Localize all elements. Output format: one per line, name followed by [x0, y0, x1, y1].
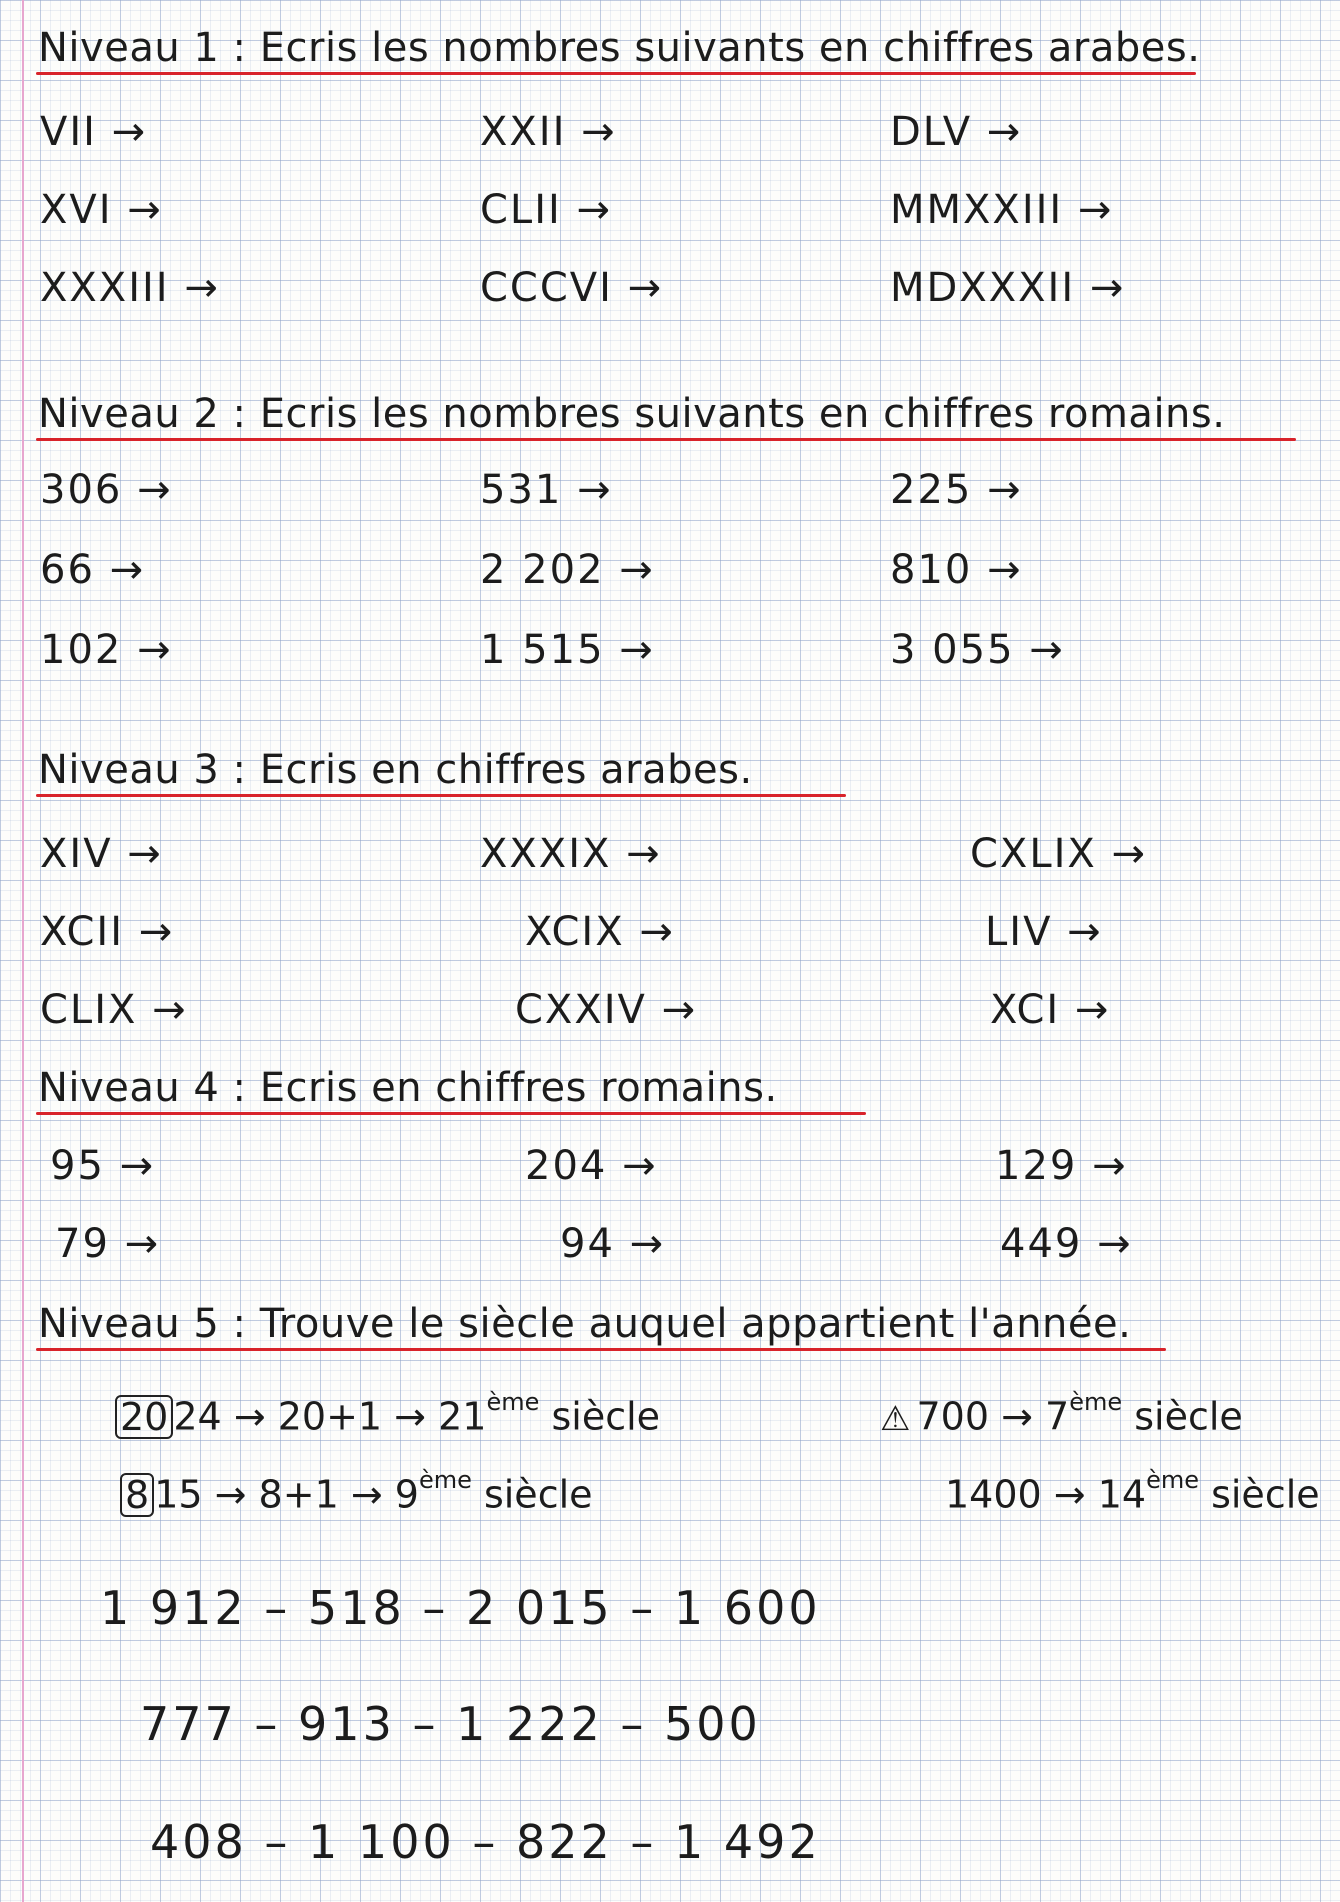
example-digits: 15: [154, 1472, 203, 1517]
level-2-underline: [36, 438, 1296, 441]
boxed-digits: 8: [120, 1473, 154, 1517]
example-700: [880, 1384, 1243, 1443]
level-3-item: LIV →: [985, 909, 1103, 955]
level-4-heading: Niveau 4 : Ecris en chiffres romains.: [38, 1065, 778, 1111]
level-1-item: VII →: [40, 109, 148, 155]
years-row: 777 – 913 – 1 222 – 500: [140, 1697, 761, 1751]
century-word: siècle: [483, 1472, 593, 1517]
level-4-item: 79 →: [55, 1221, 161, 1267]
century-word: siècle: [551, 1394, 661, 1439]
level-2-item: 3 055 →: [890, 627, 1065, 673]
level-3-item: XIV →: [40, 831, 163, 877]
ordinal-suffix: ème: [486, 1388, 540, 1416]
ordinal-suffix: ème: [1146, 1466, 1199, 1494]
level-3-item: XCII →: [40, 909, 175, 955]
years-row: 1 912 – 518 – 2 015 – 1 600: [100, 1581, 821, 1635]
ordinal-suffix: ème: [1069, 1388, 1123, 1416]
level-2-item: 102 →: [40, 627, 173, 673]
level-3-item: CXLIX →: [970, 831, 1148, 877]
boxed-digits: 20: [115, 1395, 173, 1439]
level-4-underline: [36, 1112, 866, 1115]
level-3-item: XCIX →: [525, 909, 675, 955]
level-4-item: 94 →: [560, 1221, 666, 1267]
level-1-item: XVI →: [40, 187, 163, 233]
example-1400: [945, 1462, 1320, 1519]
level-3-item: XCI →: [990, 987, 1111, 1033]
example-815: [120, 1462, 593, 1519]
level-2-item: 1 515 →: [480, 627, 655, 673]
warning-icon: ⚠: [880, 1398, 911, 1439]
level-1-item: XXII →: [480, 109, 617, 155]
level-4-item: 129 →: [995, 1143, 1128, 1189]
example-calculation: 1400 → 14: [945, 1472, 1147, 1517]
level-1-heading: Niveau 1 : Ecris les nombres suivants en chiffres arabes.: [38, 25, 1201, 71]
level-3-heading: Niveau 3 : Ecris en chiffres arabes.: [38, 747, 753, 793]
level-1-item: CLII →: [480, 187, 613, 233]
level-2-item: 306 →: [40, 467, 173, 513]
century-word: siècle: [1211, 1472, 1320, 1517]
level-4-item: 449 →: [1000, 1221, 1133, 1267]
example-calculation: 700 → 7: [916, 1394, 1070, 1439]
level-1-item: XXXIII →: [40, 265, 220, 311]
level-1-item: DLV →: [890, 109, 1023, 155]
century-word: siècle: [1134, 1394, 1243, 1439]
level-5-underline: [36, 1348, 1166, 1351]
example-calculation: → 8+1 → 9: [214, 1472, 419, 1517]
level-2-heading: Niveau 2 : Ecris les nombres suivants en chiffres romains.: [38, 391, 1226, 437]
level-3-item: CXXIV →: [515, 987, 698, 1033]
example-calculation: → 20+1 → 21: [233, 1394, 487, 1439]
level-2-item: 66 →: [40, 547, 146, 593]
level-2-item: 2 202 →: [480, 547, 655, 593]
level-2-item: 810 →: [890, 547, 1023, 593]
example-digits: 24: [173, 1394, 222, 1439]
level-1-item: CCCVI →: [480, 265, 664, 311]
level-3-underline: [36, 794, 846, 797]
example-2024: [115, 1384, 660, 1441]
years-row: 408 – 1 100 – 822 – 1 492: [150, 1815, 821, 1869]
level-2-item: 225 →: [890, 467, 1023, 513]
level-4-item: 95 →: [50, 1143, 156, 1189]
level-3-item: CLIX →: [40, 987, 188, 1033]
level-5-heading: Niveau 5 : Trouve le siècle auquel appartient l'année.: [38, 1301, 1132, 1347]
level-2-item: 531 →: [480, 467, 613, 513]
level-3-item: XXXIX →: [480, 831, 662, 877]
level-1-item: MDXXXII →: [890, 265, 1126, 311]
level-1-underline: [36, 72, 1196, 75]
level-4-item: 204 →: [525, 1143, 658, 1189]
ordinal-suffix: ème: [418, 1466, 472, 1494]
level-1-item: MMXXIII →: [890, 187, 1114, 233]
